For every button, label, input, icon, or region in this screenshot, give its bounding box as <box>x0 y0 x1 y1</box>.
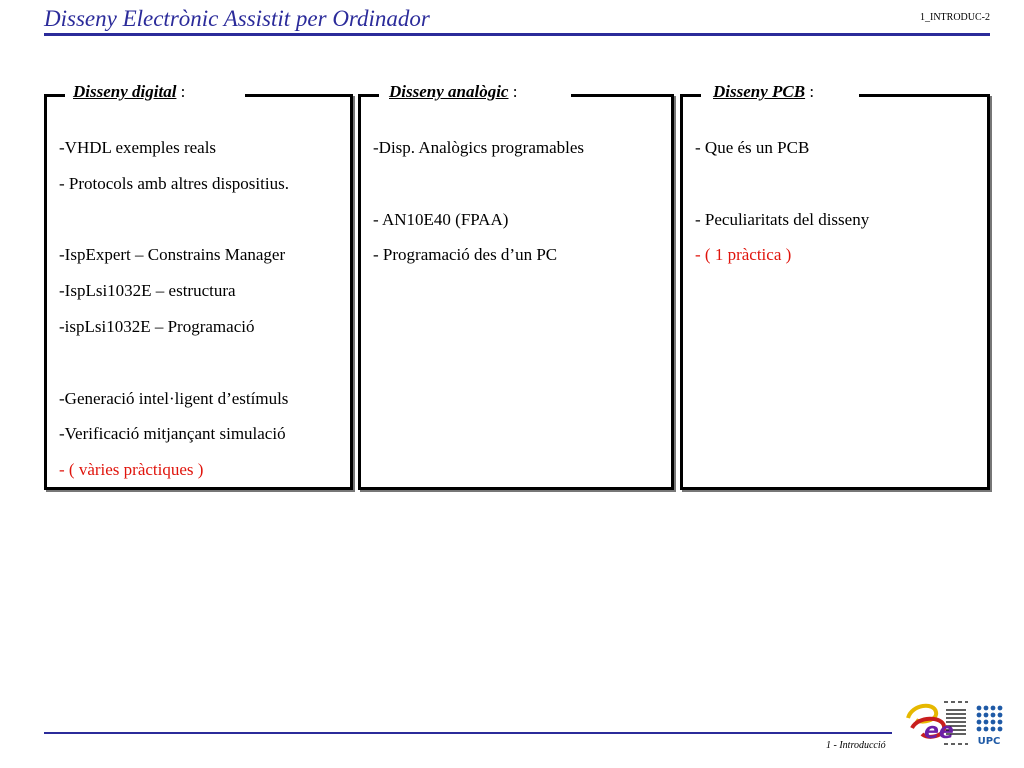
panel-top-border <box>571 94 671 97</box>
upc-logo-text: UPC <box>977 736 1001 746</box>
panel-top-border <box>683 94 701 97</box>
panel-top-border <box>47 94 65 97</box>
list-item-practices: - ( 1 pràctica ) <box>695 245 792 265</box>
panel-pcb-design <box>680 82 990 490</box>
list-item: - Que és un PCB <box>695 138 810 157</box>
list-item: -IspLsi1032E – estructura <box>59 281 236 301</box>
list-item: - Programació des d’un PC <box>373 245 558 265</box>
list-item: -VHDL exemples reals <box>59 138 217 157</box>
list-item-spacer <box>59 345 344 381</box>
list-item: - Protocols amb altres dispositius. <box>59 173 289 193</box>
list-item-spacer <box>373 166 665 202</box>
item-list <box>373 130 665 273</box>
list-item: -Verificació mitjançant simulació <box>59 424 286 444</box>
item-list <box>59 130 344 488</box>
panel-label-pcb: Disseny PCB : <box>713 82 815 101</box>
item-list <box>695 130 981 273</box>
ee-logo-text: ee <box>924 719 954 744</box>
list-item-spacer <box>695 166 981 202</box>
panel-digital-design <box>44 82 353 490</box>
list-item: - AN10E40 (FPAA) <box>373 209 509 229</box>
ee-logo-icon <box>904 698 970 750</box>
list-item-spacer <box>59 202 344 238</box>
panel-label-digital: Disseny digital : <box>73 82 186 101</box>
panel-top-border <box>245 94 350 97</box>
list-item: -ispLsi1032E – Programació <box>59 316 255 336</box>
panel-top-border <box>361 94 379 97</box>
list-item: - Peculiaritats del disseny <box>695 209 870 229</box>
panel-top-border <box>859 94 987 97</box>
panel-label-analog: Disseny analògic : <box>389 82 518 101</box>
header-rule <box>44 33 990 36</box>
list-item-practices: - ( vàries pràctiques ) <box>59 460 204 480</box>
panel-analog-design <box>358 82 674 490</box>
slide-title: Disseny Electrònic Assistit per Ordinador <box>44 6 430 31</box>
upc-logo-icon <box>974 704 1004 746</box>
footer-rule <box>44 732 892 734</box>
slide-code: 1_INTRODUC-2 <box>920 12 990 23</box>
list-item: -Generació intel·ligent d’estímuls <box>59 388 289 408</box>
list-item: -IspExpert – Constrains Manager <box>59 245 286 265</box>
list-item: -Disp. Analògics programables <box>373 138 585 157</box>
footer-chapter: 1 - Introducció <box>826 740 886 751</box>
